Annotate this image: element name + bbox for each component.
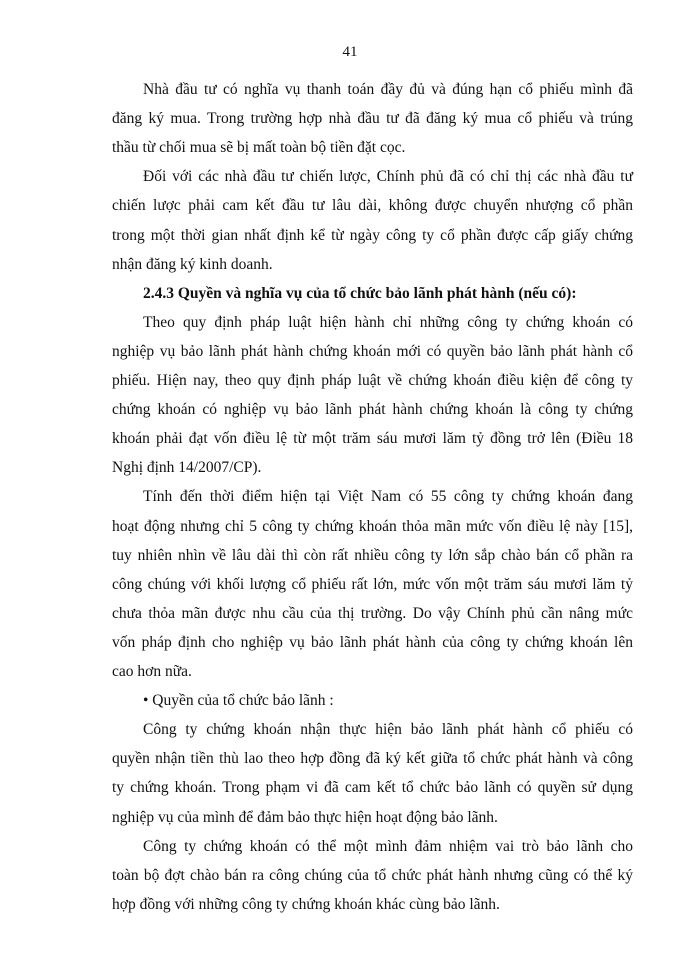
text-line: vốn pháp định cho nghiệp vụ bảo lãnh phát hành của công ty chứng khoán lên xyxy=(112,633,633,651)
text-line: chưa thỏa mãn được nhu cầu của thị trường. Do vậy Chính phủ cần nâng mức xyxy=(112,604,633,622)
text-line: • Quyền của tổ chức bảo lãnh : xyxy=(143,692,334,710)
text-line: thầu từ chối mua sẽ bị mất toàn bộ tiền đặt cọc. xyxy=(112,139,406,157)
text-line: nghiệp vụ bảo lãnh phát hành chứng khoán mới có quyền bảo lãnh phát hành cổ xyxy=(112,342,633,360)
text-line: Nghị định 14/2007/CP). xyxy=(112,459,262,477)
text-line: Công ty chứng khoán nhận thực hiện bảo lãnh phát hành cổ phiếu có xyxy=(143,721,633,739)
text-line: chiến lược phải cam kết đầu tư lâu dài, không được chuyển nhượng cổ phần xyxy=(112,197,633,215)
text-line: Đối với các nhà đầu tư chiến lược, Chính phủ đã có chỉ thị các nhà đầu tư xyxy=(143,168,633,186)
section-heading: 2.4.3 Quyền và nghĩa vụ của tổ chức bảo lãnh phát hành (nếu có): xyxy=(143,284,577,302)
text-line: trong một thời gian nhất định kể từ ngày công ty cổ phần được cấp giấy chứng xyxy=(112,226,633,244)
text-line: Theo quy định pháp luật hiện hành chỉ những công ty chứng khoán có xyxy=(143,313,633,331)
text-line: hoạt động nhưng chỉ 5 công ty chứng khoán thỏa mãn mức vốn điều lệ này [15], xyxy=(112,517,633,535)
text-line: Nhà đầu tư có nghĩa vụ thanh toán đầy đủ và đúng hạn cổ phiếu mình đã xyxy=(143,81,633,98)
text-line: đăng ký mua. Trong trường hợp nhà đầu tư đã đăng ký mua cổ phiếu và trúng xyxy=(112,110,633,128)
text-line: tuy nhiên nhìn về lâu dài thì còn rất nhiều công ty lớn sắp chào bán cổ phần ra xyxy=(112,546,633,564)
text-line: phiếu. Hiện nay, theo quy định pháp luật về chứng khoán điều kiện để công ty xyxy=(112,372,633,389)
text-line: hợp đồng với những công ty chứng khoán khác cùng bảo lãnh. xyxy=(112,895,500,913)
text-line: quyền nhận tiền thù lao theo hợp đồng đã ký kết giữa tổ chức phát hành và công xyxy=(112,750,633,768)
page-number: 41 xyxy=(342,44,358,60)
text-line: Công ty chứng khoán có thể một mình đảm nhiệm vai trò bảo lãnh cho xyxy=(143,837,633,855)
text-line: toàn bộ đợt chào bán ra công chúng của tổ chức phát hành nhưng cũng có thể ký xyxy=(112,866,633,884)
text-line: nhận đăng ký kinh doanh. xyxy=(112,255,273,273)
text-line: công chúng với khối lượng cổ phiếu rất lớn, mức vốn một trăm sáu mươi lăm tỷ xyxy=(112,575,633,593)
text-line: chứng khoán có nghiệp vụ bảo lãnh phát hành chứng khoán là công ty chứng xyxy=(112,401,633,419)
text-line: Tính đến thời điểm hiện tại Việt Nam có 55 công ty chứng khoán đang xyxy=(143,488,633,506)
text-line: ty chứng khoán. Trong phạm vi đã cam kết tổ chức bảo lãnh có quyền sử dụng xyxy=(112,779,633,797)
text-line: cao hơn nữa. xyxy=(112,663,192,680)
text-line: nghiệp vụ của mình để đảm bảo thực hiện hoạt động bảo lãnh. xyxy=(112,808,498,826)
text-line: khoán phải đạt vốn điều lệ từ một trăm sáu mươi lăm tỷ đồng trở lên (Điều 18 xyxy=(112,430,633,448)
